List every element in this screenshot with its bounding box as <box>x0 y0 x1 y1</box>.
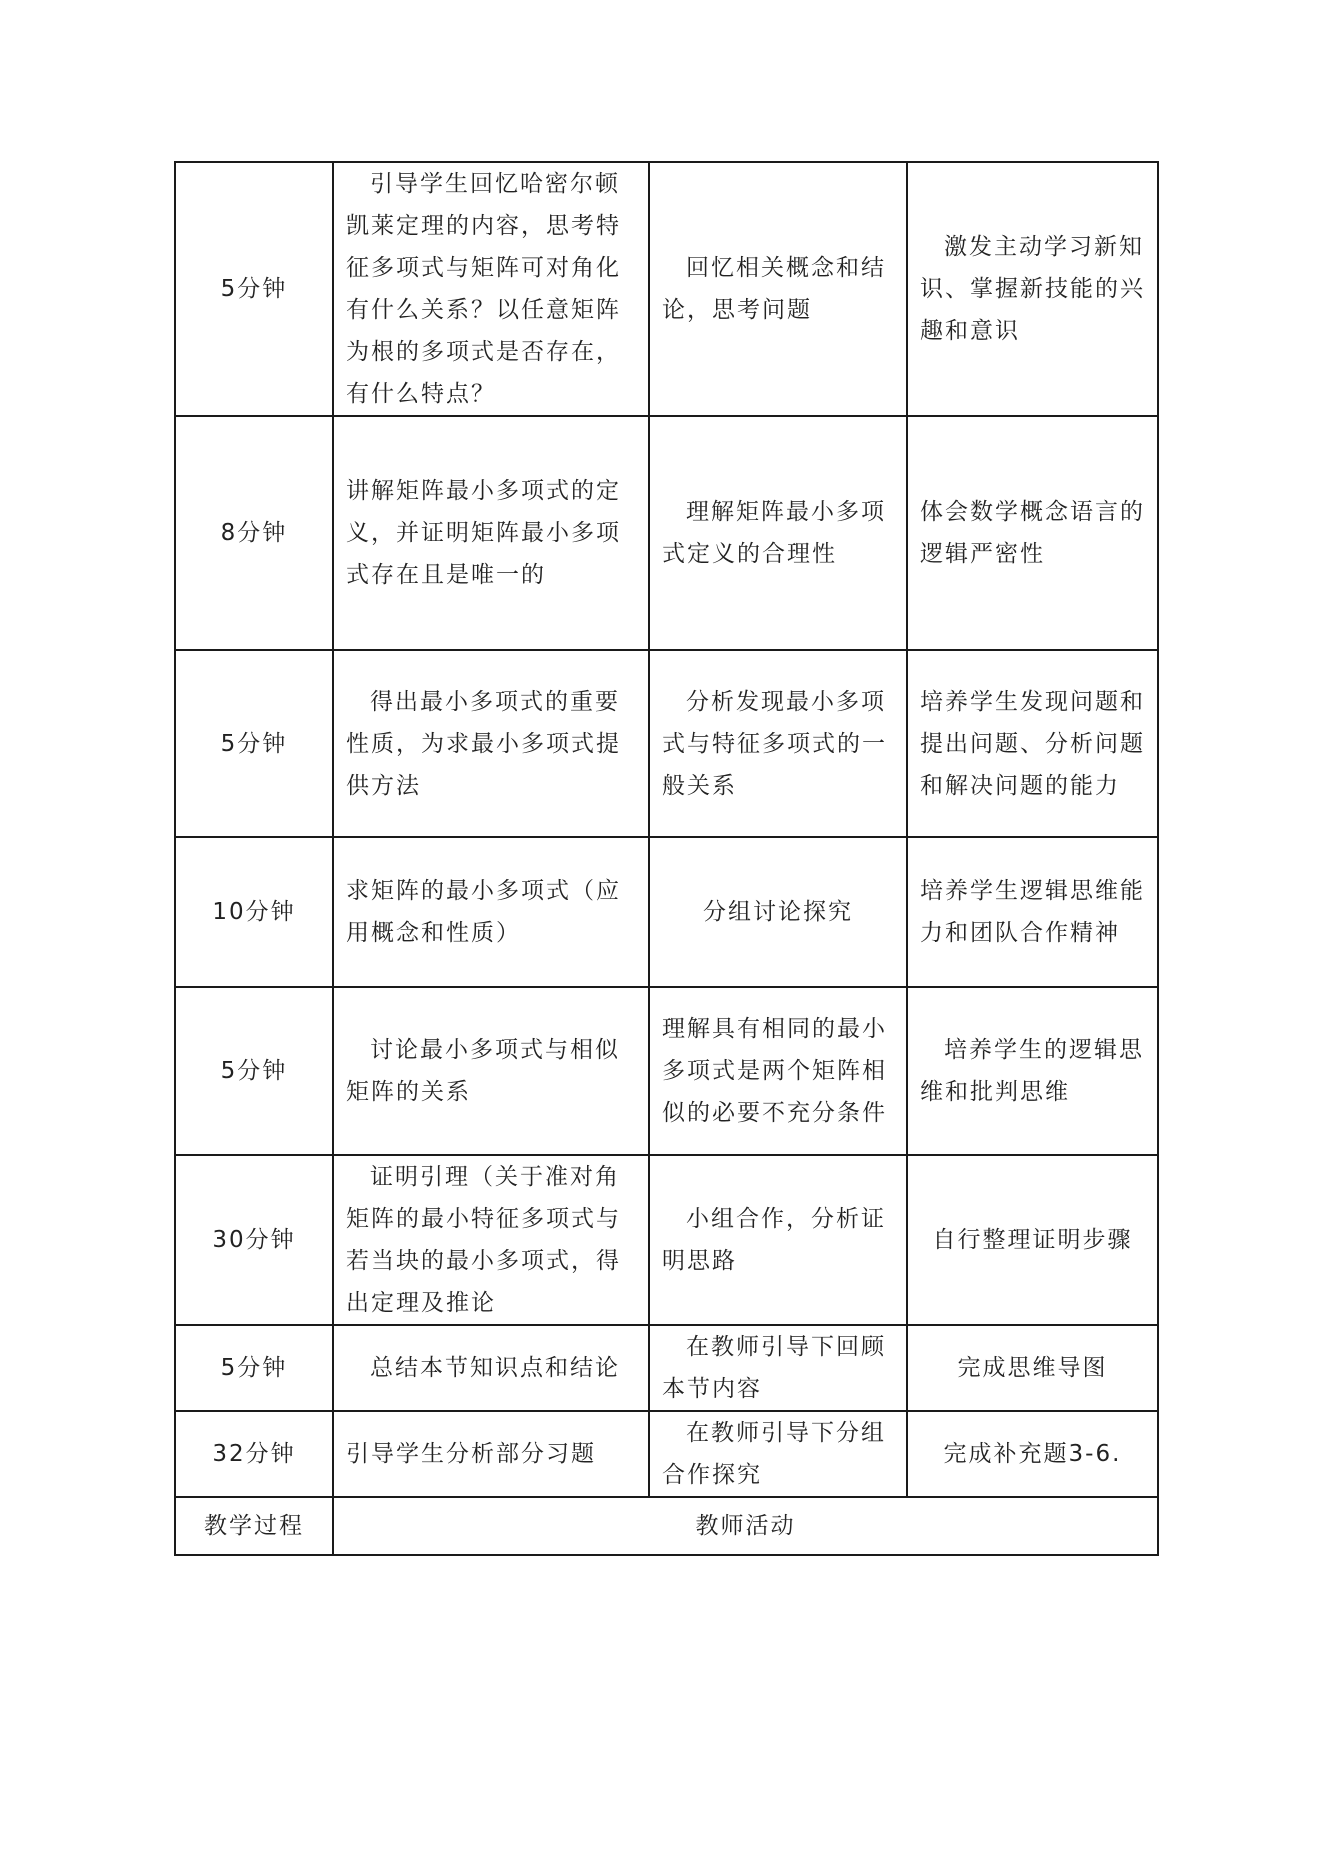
time-cell: 5分钟 <box>175 987 333 1155</box>
time-cell: 30分钟 <box>175 1155 333 1325</box>
teacher-activity-header-cell: 教师活动 <box>333 1497 1158 1555</box>
student-activity-cell: 分组讨论探究 <box>649 837 907 987</box>
teacher-activity-cell: 求矩阵的最小多项式（应用概念和性质） <box>333 837 649 987</box>
student-activity-cell: 分析发现最小多项式与特征多项式的一般关系 <box>649 650 907 837</box>
teacher-activity-cell: 证明引理（关于准对角矩阵的最小特征多项式与若当块的最小多项式，得出定理及推论 <box>333 1155 649 1325</box>
teacher-activity-cell: 引导学生分析部分习题 <box>333 1411 649 1497</box>
time-cell: 8分钟 <box>175 416 333 650</box>
teacher-activity-cell: 引导学生回忆哈密尔顿凯莱定理的内容，思考特征多项式与矩阵可对角化有什么关系？以任意矩阵为根的多项式是否存在，有什么特点？ <box>333 162 649 416</box>
time-cell: 5分钟 <box>175 162 333 416</box>
student-activity-cell: 理解具有相同的最小多项式是两个矩阵相似的必要不充分条件 <box>649 987 907 1155</box>
student-activity-cell: 在教师引导下回顾本节内容 <box>649 1325 907 1411</box>
goal-cell: 体会数学概念语言的逻辑严密性 <box>907 416 1158 650</box>
student-activity-cell: 小组合作，分析证明思路 <box>649 1155 907 1325</box>
table-row <box>175 1155 1158 1325</box>
time-cell: 32分钟 <box>175 1411 333 1497</box>
table-row <box>175 1411 1158 1497</box>
lesson-plan-table <box>174 161 1159 1556</box>
student-activity-cell: 在教师引导下分组合作探究 <box>649 1411 907 1497</box>
process-label-cell: 教学过程 <box>175 1497 333 1555</box>
teacher-activity-cell: 总结本节知识点和结论 <box>333 1325 649 1411</box>
goal-cell: 激发主动学习新知识、掌握新技能的兴趣和意识 <box>907 162 1158 416</box>
time-cell: 10分钟 <box>175 837 333 987</box>
time-cell: 5分钟 <box>175 650 333 837</box>
table-row <box>175 837 1158 987</box>
table-row <box>175 987 1158 1155</box>
student-activity-cell: 回忆相关概念和结论，思考问题 <box>649 162 907 416</box>
teacher-activity-cell: 讨论最小多项式与相似矩阵的关系 <box>333 987 649 1155</box>
teacher-activity-cell: 得出最小多项式的重要性质，为求最小多项式提供方法 <box>333 650 649 837</box>
goal-cell: 培养学生的逻辑思维和批判思维 <box>907 987 1158 1155</box>
goal-cell: 培养学生发现问题和提出问题、分析问题和解决问题的能力 <box>907 650 1158 837</box>
student-activity-cell: 理解矩阵最小多项式定义的合理性 <box>649 416 907 650</box>
teacher-activity-cell: 讲解矩阵最小多项式的定义，并证明矩阵最小多项式存在且是唯一的 <box>333 416 649 650</box>
goal-cell: 自行整理证明步骤 <box>907 1155 1158 1325</box>
goal-cell: 培养学生逻辑思维能力和团队合作精神 <box>907 837 1158 987</box>
table-footer-row <box>175 1497 1158 1555</box>
table-row <box>175 416 1158 650</box>
goal-cell: 完成补充题3-6. <box>907 1411 1158 1497</box>
table-row <box>175 650 1158 837</box>
goal-cell: 完成思维导图 <box>907 1325 1158 1411</box>
table-row <box>175 162 1158 416</box>
table-row <box>175 1325 1158 1411</box>
time-cell: 5分钟 <box>175 1325 333 1411</box>
